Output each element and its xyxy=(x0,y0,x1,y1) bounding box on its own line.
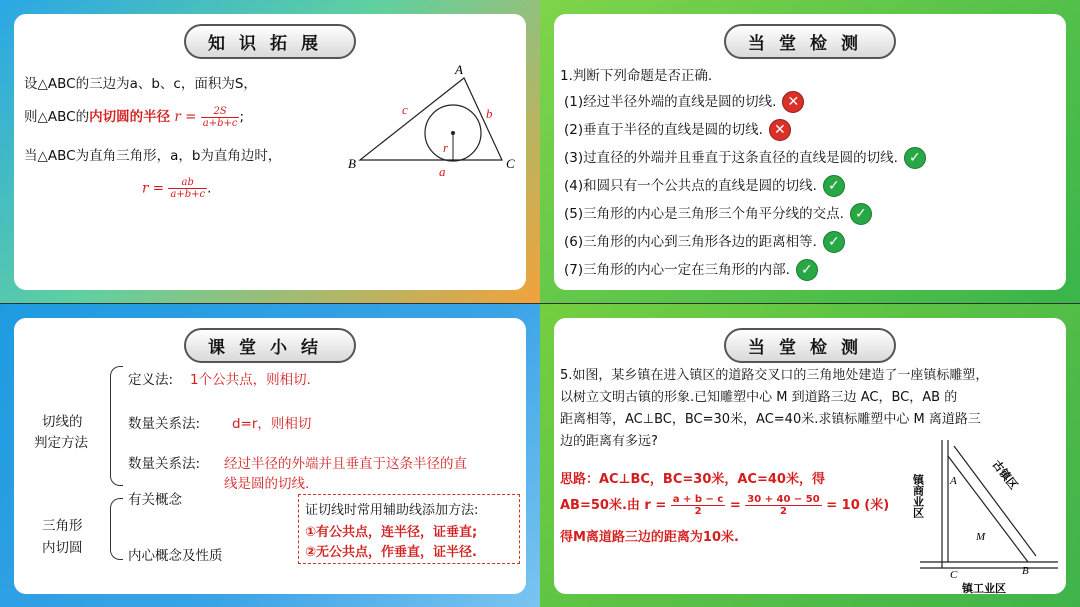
solution-fraction-2 xyxy=(745,494,821,517)
method3-value-line1: 经过半径的外端并且垂直于这条半径的直 xyxy=(224,456,467,472)
judgement-item-text: (3)过直径的外端并且垂直于这条直径的直线是圆的切线. xyxy=(564,150,898,166)
vertex-label-c: C xyxy=(506,156,515,171)
text-line-2-suffix: ; xyxy=(239,109,245,125)
fraction-numerator: 30 + 40 − 50 xyxy=(747,494,820,505)
method1-label: 定义法: xyxy=(128,372,174,388)
check-icon: ✓ xyxy=(823,175,845,197)
brace xyxy=(110,498,123,560)
zone-commercial: 镇商业区 xyxy=(911,474,925,518)
judgement-item-text: (4)和圆只有一个公共点的直线是圆的切线. xyxy=(564,178,817,194)
group2-label-line2: 内切圆 xyxy=(42,540,83,556)
panel-classroom-test-2 xyxy=(540,304,1080,607)
question-line3: 距离相等，AC⊥BC，BC=30米，AC=40米.求镇标雕塑中心 M 离道路三 xyxy=(560,412,981,427)
question-line1: 5.如图，某乡镇在进入镇区的道路交叉口的三角地处建造了一座镇标雕塑， xyxy=(560,368,989,383)
judgement-item-text: (7)三角形的内心一定在三角形的内部. xyxy=(564,262,790,278)
road-map-figure xyxy=(911,436,1064,595)
tips-line2: ②无公共点，作垂直，证半径. xyxy=(305,545,477,560)
method2-label: 数量关系法: xyxy=(128,416,201,432)
solution-line2-start: AB=50米.由 r = xyxy=(560,498,667,513)
formula-r: r = xyxy=(174,109,197,125)
solution-line1: 思路：AC⊥BC，BC=30米，AC=40米，得 xyxy=(560,472,825,487)
solution-line2-end: = 10 (米) xyxy=(826,498,890,513)
map-label-b: B xyxy=(1022,565,1029,577)
inradius-highlight: 内切圆的半径 xyxy=(89,109,171,125)
equals-sign: = xyxy=(729,498,741,513)
formula-fraction xyxy=(201,106,240,129)
method3-label: 数量关系法: xyxy=(128,456,201,472)
fraction-denominator: a+b+c xyxy=(202,117,238,129)
panel-class-summary xyxy=(0,304,540,607)
question-line4: 边的距离有多远? xyxy=(560,434,658,449)
group2-label-line1: 三角形 xyxy=(42,518,83,534)
cross-icon: ✕ xyxy=(782,91,804,113)
panel-classroom-test-1 xyxy=(540,0,1080,303)
judgement-item-text: (1)经过半径外端的直线是圆的切线. xyxy=(564,94,777,110)
card xyxy=(14,14,526,290)
side-label-c: c xyxy=(402,102,408,117)
zone-old-town: 古镇区 xyxy=(989,457,1021,492)
judgement-item xyxy=(564,230,845,253)
text-line-2 xyxy=(24,105,244,129)
check-icon: ✓ xyxy=(850,203,872,225)
judgement-item xyxy=(564,146,926,169)
tips-line1: ①有公共点，连半径，证垂直; xyxy=(305,525,478,540)
fraction-denominator: 2 xyxy=(780,506,787,517)
text-line-2-prefix: 则△ABC的 xyxy=(24,109,90,125)
judgement-item xyxy=(564,202,872,225)
group1-label-line2: 判定方法 xyxy=(34,435,88,451)
text-line-4-suffix: . xyxy=(207,180,212,197)
text-line-3: 当△ABC为直角三角形，a，b为直角边时， xyxy=(24,148,282,164)
tips-title: 证切线时常用辅助线添加方法: xyxy=(305,503,479,518)
formula-r-right: r = xyxy=(142,180,165,197)
group2-item2: 内心概念及性质 xyxy=(128,548,223,564)
check-icon: ✓ xyxy=(796,259,818,281)
fraction-numerator: a + b − c xyxy=(672,494,724,505)
cross-icon: ✕ xyxy=(769,119,791,141)
zone-industrial: 镇工业区 xyxy=(962,582,1006,595)
judgement-item xyxy=(564,258,818,281)
panel-title: 知识拓展 xyxy=(184,24,356,59)
judgement-item-text: (5)三角形的内心是三角形三个角平分线的交点. xyxy=(564,206,844,222)
formula-fraction-right xyxy=(168,177,207,200)
method3-value-line2: 线是圆的切线. xyxy=(224,476,310,492)
question-line2: 以树立文明古镇的形象.已知雕塑中心 M 到道路三边 AC，BC，AB 的 xyxy=(560,390,958,405)
method1-value: 1个公共点，则相切. xyxy=(190,372,311,388)
panel-title: 当堂检测 xyxy=(724,24,896,59)
text-line-1: 设△ABC的三边为a、b、c，面积为S， xyxy=(24,76,257,92)
judgement-item xyxy=(564,174,845,197)
text-line-4 xyxy=(142,177,211,200)
solution-line2 xyxy=(560,494,889,517)
fraction-numerator: 2S xyxy=(201,106,240,118)
radius-label: r xyxy=(443,140,449,155)
auxiliary-line-tips-box xyxy=(298,494,520,564)
check-icon: ✓ xyxy=(823,231,845,253)
vertex-label-a: A xyxy=(455,62,463,77)
judgement-item xyxy=(564,118,791,141)
map-label-a: A xyxy=(950,475,957,487)
judgement-item-text: (2)垂直于半径的直线是圆的切线. xyxy=(564,122,763,138)
group1-label-line1: 切线的 xyxy=(42,414,83,430)
fraction-denominator: a+b+c xyxy=(170,189,206,200)
vertex-label-b: B xyxy=(348,156,356,171)
side-label-a: a xyxy=(439,164,446,179)
method2-value: d=r，则相切 xyxy=(232,416,312,432)
solution-fraction-1 xyxy=(671,494,726,517)
card xyxy=(554,14,1066,290)
panel-title: 当堂检测 xyxy=(724,328,896,363)
incircle-triangle-figure xyxy=(340,64,520,184)
judgement-item xyxy=(564,90,804,113)
card xyxy=(14,318,526,594)
fraction-denominator: 2 xyxy=(694,506,702,517)
judgement-item-text: (6)三角形的内心到三角形各边的距离相等. xyxy=(564,234,817,250)
brace xyxy=(110,366,123,486)
side-label-b: b xyxy=(486,106,493,121)
question-heading: 1.判断下列命题是否正确. xyxy=(560,68,713,84)
group2-item1: 有关概念 xyxy=(128,492,182,508)
panel-knowledge-extension xyxy=(0,0,540,303)
fraction-numerator: ab xyxy=(168,177,207,189)
panel-title: 课堂小结 xyxy=(184,328,356,363)
check-icon: ✓ xyxy=(904,147,926,169)
map-label-m: M xyxy=(976,531,986,543)
map-label-c: C xyxy=(950,569,958,581)
solution-line3: 得M离道路三边的距离为10米. xyxy=(560,530,739,545)
card xyxy=(554,318,1066,594)
